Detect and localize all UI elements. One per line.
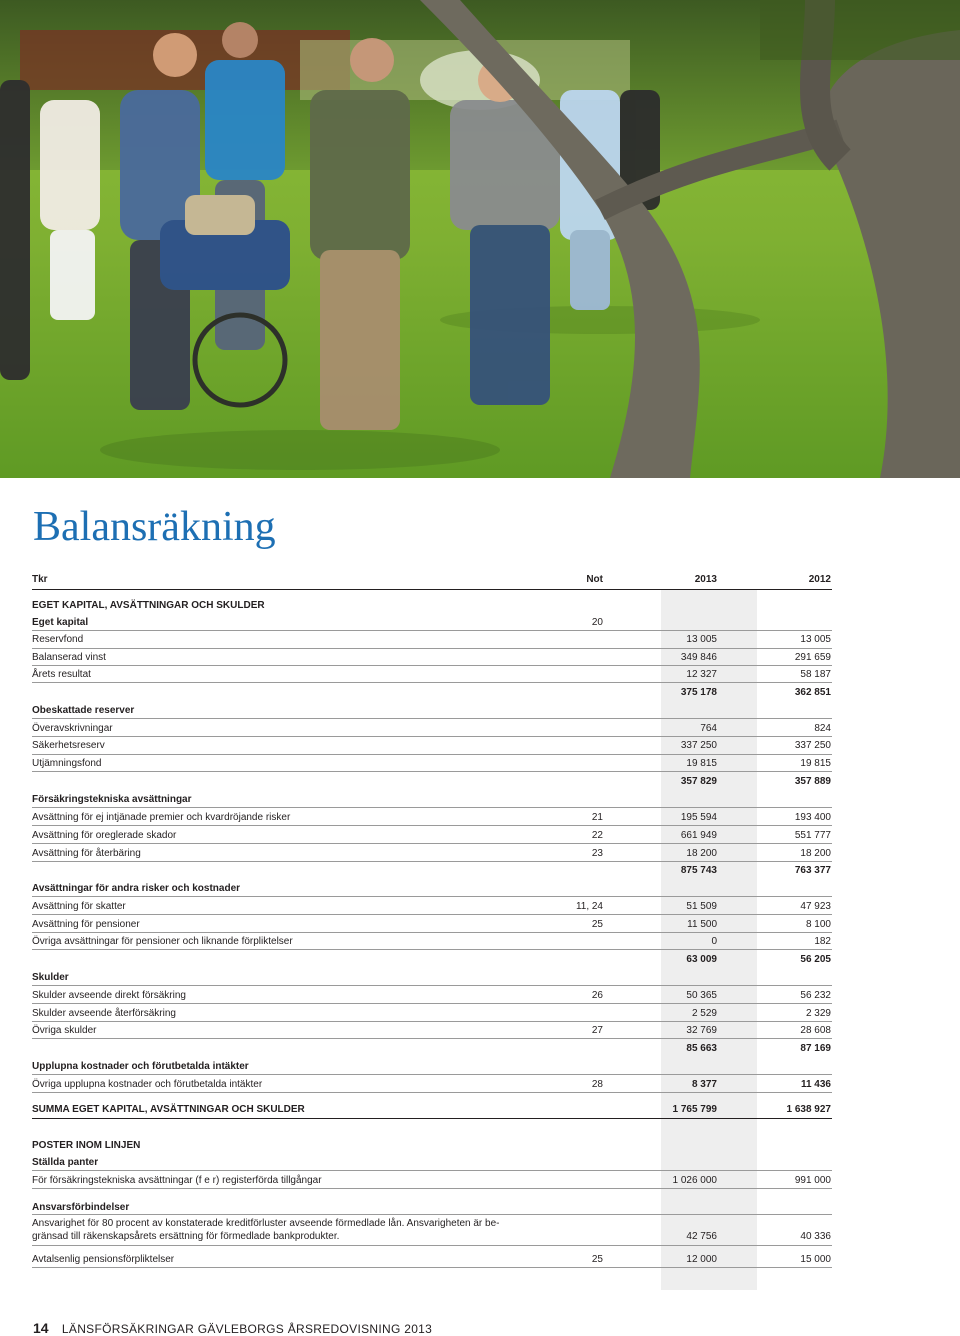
row-label: Skulder avseende återförsäkring xyxy=(32,1008,176,1019)
header-2012: 2012 xyxy=(808,574,831,585)
row-label: Balanserad vinst xyxy=(32,652,106,663)
row-value-2013: 32 769 xyxy=(686,1025,717,1036)
row-label: Övriga skulder xyxy=(32,1025,97,1036)
row-value-2012: 15 000 xyxy=(800,1254,831,1265)
row-value-2012: 824 xyxy=(814,723,831,734)
ansvar-label: Ansvarsförbindelser xyxy=(32,1202,130,1213)
row-not: 22 xyxy=(591,830,603,841)
publication-title: LÄNSFÖRSÄKRINGAR GÄVLEBORGS ÅRSREDOVISNING 2013 xyxy=(61,1322,433,1336)
sum-value-2012: 763 377 xyxy=(794,865,831,876)
row-value-2013: 764 xyxy=(700,723,717,734)
row-value-2013: 50 365 xyxy=(686,990,717,1001)
row-value-2013: 42 756 xyxy=(686,1231,717,1242)
row-label: Överavskrivningar xyxy=(32,723,113,734)
row-value-2012: 11 436 xyxy=(800,1079,831,1090)
divider xyxy=(32,843,832,844)
eget-kapital-not: 20 xyxy=(591,617,603,628)
row-label: Säkerhetsreserv xyxy=(32,740,105,751)
row-value-2013: 8 377 xyxy=(691,1079,717,1090)
row-value-2012: 291 659 xyxy=(794,652,831,663)
row-value-2013: 18 200 xyxy=(686,848,717,859)
row-value-2013: 11 500 xyxy=(687,919,717,930)
row-not: 28 xyxy=(591,1079,603,1090)
row-value-2013: 2 529 xyxy=(691,1008,717,1019)
divider xyxy=(32,985,832,986)
row-value-2013: 19 815 xyxy=(686,758,717,769)
header-2013: 2013 xyxy=(694,574,717,585)
total-value-2012: 1 638 927 xyxy=(786,1104,831,1115)
row-value-2013: 337 250 xyxy=(680,740,717,751)
poster-heading-label: POSTER INOM LINJEN xyxy=(32,1140,141,1151)
row-value-2012: 18 200 xyxy=(800,848,831,859)
divider xyxy=(32,932,832,933)
divider xyxy=(32,1214,832,1215)
row-value-2012: 8 100 xyxy=(805,919,831,930)
row-label: Övriga avsättningar för pensioner och liknande förpliktelser xyxy=(32,936,293,947)
sum-value-2013: 375 178 xyxy=(680,687,717,698)
row-value-2012: 337 250 xyxy=(794,740,831,751)
sum-value-2012: 87 169 xyxy=(800,1043,831,1054)
upplupna-label: Upplupna kostnader och förutbetalda intäkter xyxy=(32,1061,249,1072)
divider xyxy=(32,736,832,737)
ansvar-text-line-1: Ansvarighet för 80 procent av konstaterade kreditförluster avseende förmedlade lån. Ansvarigheten är be- xyxy=(32,1218,500,1229)
row-label: Utjämningsfond xyxy=(32,758,102,769)
row-value-2012: 40 336 xyxy=(800,1231,831,1242)
row-label: Avsättning för återbäring xyxy=(32,848,141,859)
row-value-2013: 51 509 xyxy=(686,901,717,912)
row-label: Årets resultat xyxy=(32,669,91,680)
ansvar-text-line-2: gränsad till räkenskapsårets ersättning för förmedlade bankprodukter. xyxy=(32,1231,340,1242)
row-value-2012: 551 777 xyxy=(794,830,831,841)
divider xyxy=(32,825,832,826)
header-not: Not xyxy=(586,574,603,585)
row-not: 26 xyxy=(591,990,603,1001)
row-label: Reservfond xyxy=(32,634,84,645)
row-value-2012: 13 005 xyxy=(800,634,831,645)
divider xyxy=(32,861,832,862)
sum-value-2013: 875 743 xyxy=(680,865,717,876)
row-not: 25 xyxy=(591,1254,603,1265)
row-value-2012: 2 329 xyxy=(805,1008,831,1019)
row-not: 21 xyxy=(591,812,603,823)
forsakrings-label: Försäkringstekniska avsättningar xyxy=(32,794,192,805)
total-value-2013: 1 765 799 xyxy=(672,1104,717,1115)
divider xyxy=(32,771,832,772)
sum-value-2012: 362 851 xyxy=(794,687,831,698)
section-main-label: EGET KAPITAL, AVSÄTTNINGAR OCH SKULDER xyxy=(32,600,265,611)
row-not: 25 xyxy=(591,919,603,930)
row-label: Skulder avseende direkt försäkring xyxy=(32,990,186,1001)
divider xyxy=(32,1038,832,1039)
sum-value-2013: 63 009 xyxy=(686,954,717,965)
sum-value-2012: 357 889 xyxy=(794,776,831,787)
row-label: Avsättning för pensioner xyxy=(32,919,140,930)
header-label: Tkr xyxy=(32,574,48,585)
divider xyxy=(32,665,832,666)
row-value-2013: 349 846 xyxy=(680,652,717,663)
obeskattade-label: Obeskattade reserver xyxy=(32,705,135,716)
divider xyxy=(32,754,832,755)
divider xyxy=(32,1245,832,1246)
row-value-2013: 1 026 000 xyxy=(672,1175,717,1186)
row-value-2013: 12 000 xyxy=(686,1254,717,1265)
row-value-2013: 661 949 xyxy=(680,830,717,841)
row-value-2012: 56 232 xyxy=(800,990,831,1001)
row-label: För försäkringstekniska avsättningar (f e r) registerförda tillgångar xyxy=(32,1175,322,1186)
row-value-2012: 58 187 xyxy=(800,669,831,680)
andra-label: Avsättningar för andra risker och kostnader xyxy=(32,883,241,894)
sum-value-2012: 56 205 xyxy=(800,954,831,965)
row-value-2012: 19 815 xyxy=(800,758,831,769)
row-label: Avtalsenlig pensionsförpliktelser xyxy=(32,1254,175,1265)
divider xyxy=(32,1074,832,1075)
total-label: SUMMA EGET KAPITAL, AVSÄTTNINGAR OCH SKULDER xyxy=(32,1104,305,1115)
row-value-2012: 28 608 xyxy=(800,1025,831,1036)
divider xyxy=(32,682,832,683)
eget-kapital-label: Eget kapital xyxy=(32,617,89,628)
row-value-2013: 195 594 xyxy=(680,812,717,823)
divider xyxy=(32,914,832,915)
divider xyxy=(32,589,832,590)
divider xyxy=(32,807,832,808)
divider xyxy=(32,896,832,897)
row-value-2013: 12 327 xyxy=(686,669,717,680)
row-label: Avsättning för ej intjänade premier och kvardröjande risker xyxy=(32,812,291,823)
row-value-2013: 13 005 xyxy=(686,634,717,645)
page-number: 14 xyxy=(33,1320,49,1336)
divider xyxy=(32,1170,832,1171)
header-photo xyxy=(0,0,960,478)
sum-value-2013: 85 663 xyxy=(686,1043,717,1054)
row-value-2012: 47 923 xyxy=(800,901,831,912)
divider xyxy=(32,1267,832,1268)
divider xyxy=(32,630,832,631)
panter-label: Ställda panter xyxy=(32,1157,99,1168)
divider xyxy=(32,648,832,649)
row-not: 27 xyxy=(591,1025,603,1036)
divider xyxy=(32,949,832,950)
divider xyxy=(32,1021,832,1022)
divider xyxy=(32,1118,832,1119)
divider xyxy=(32,1092,832,1093)
page-footer xyxy=(33,1320,432,1336)
row-label: Avsättning för skatter xyxy=(32,901,126,912)
sum-value-2013: 357 829 xyxy=(680,776,717,787)
divider xyxy=(32,1188,832,1189)
row-value-2013: 0 xyxy=(711,936,717,947)
divider xyxy=(32,718,832,719)
row-label: Övriga upplupna kostnader och förutbetalda intäkter xyxy=(32,1079,263,1090)
row-value-2012: 991 000 xyxy=(794,1175,831,1186)
skulder-label: Skulder xyxy=(32,972,69,983)
divider xyxy=(32,1003,832,1004)
row-label: Avsättning för oreglerade skador xyxy=(32,830,177,841)
row-not: 11, 24 xyxy=(575,901,603,912)
row-value-2012: 182 xyxy=(814,936,831,947)
row-not: 23 xyxy=(591,848,603,859)
row-value-2012: 193 400 xyxy=(794,812,831,823)
page-title: Balansräkning xyxy=(33,504,276,550)
